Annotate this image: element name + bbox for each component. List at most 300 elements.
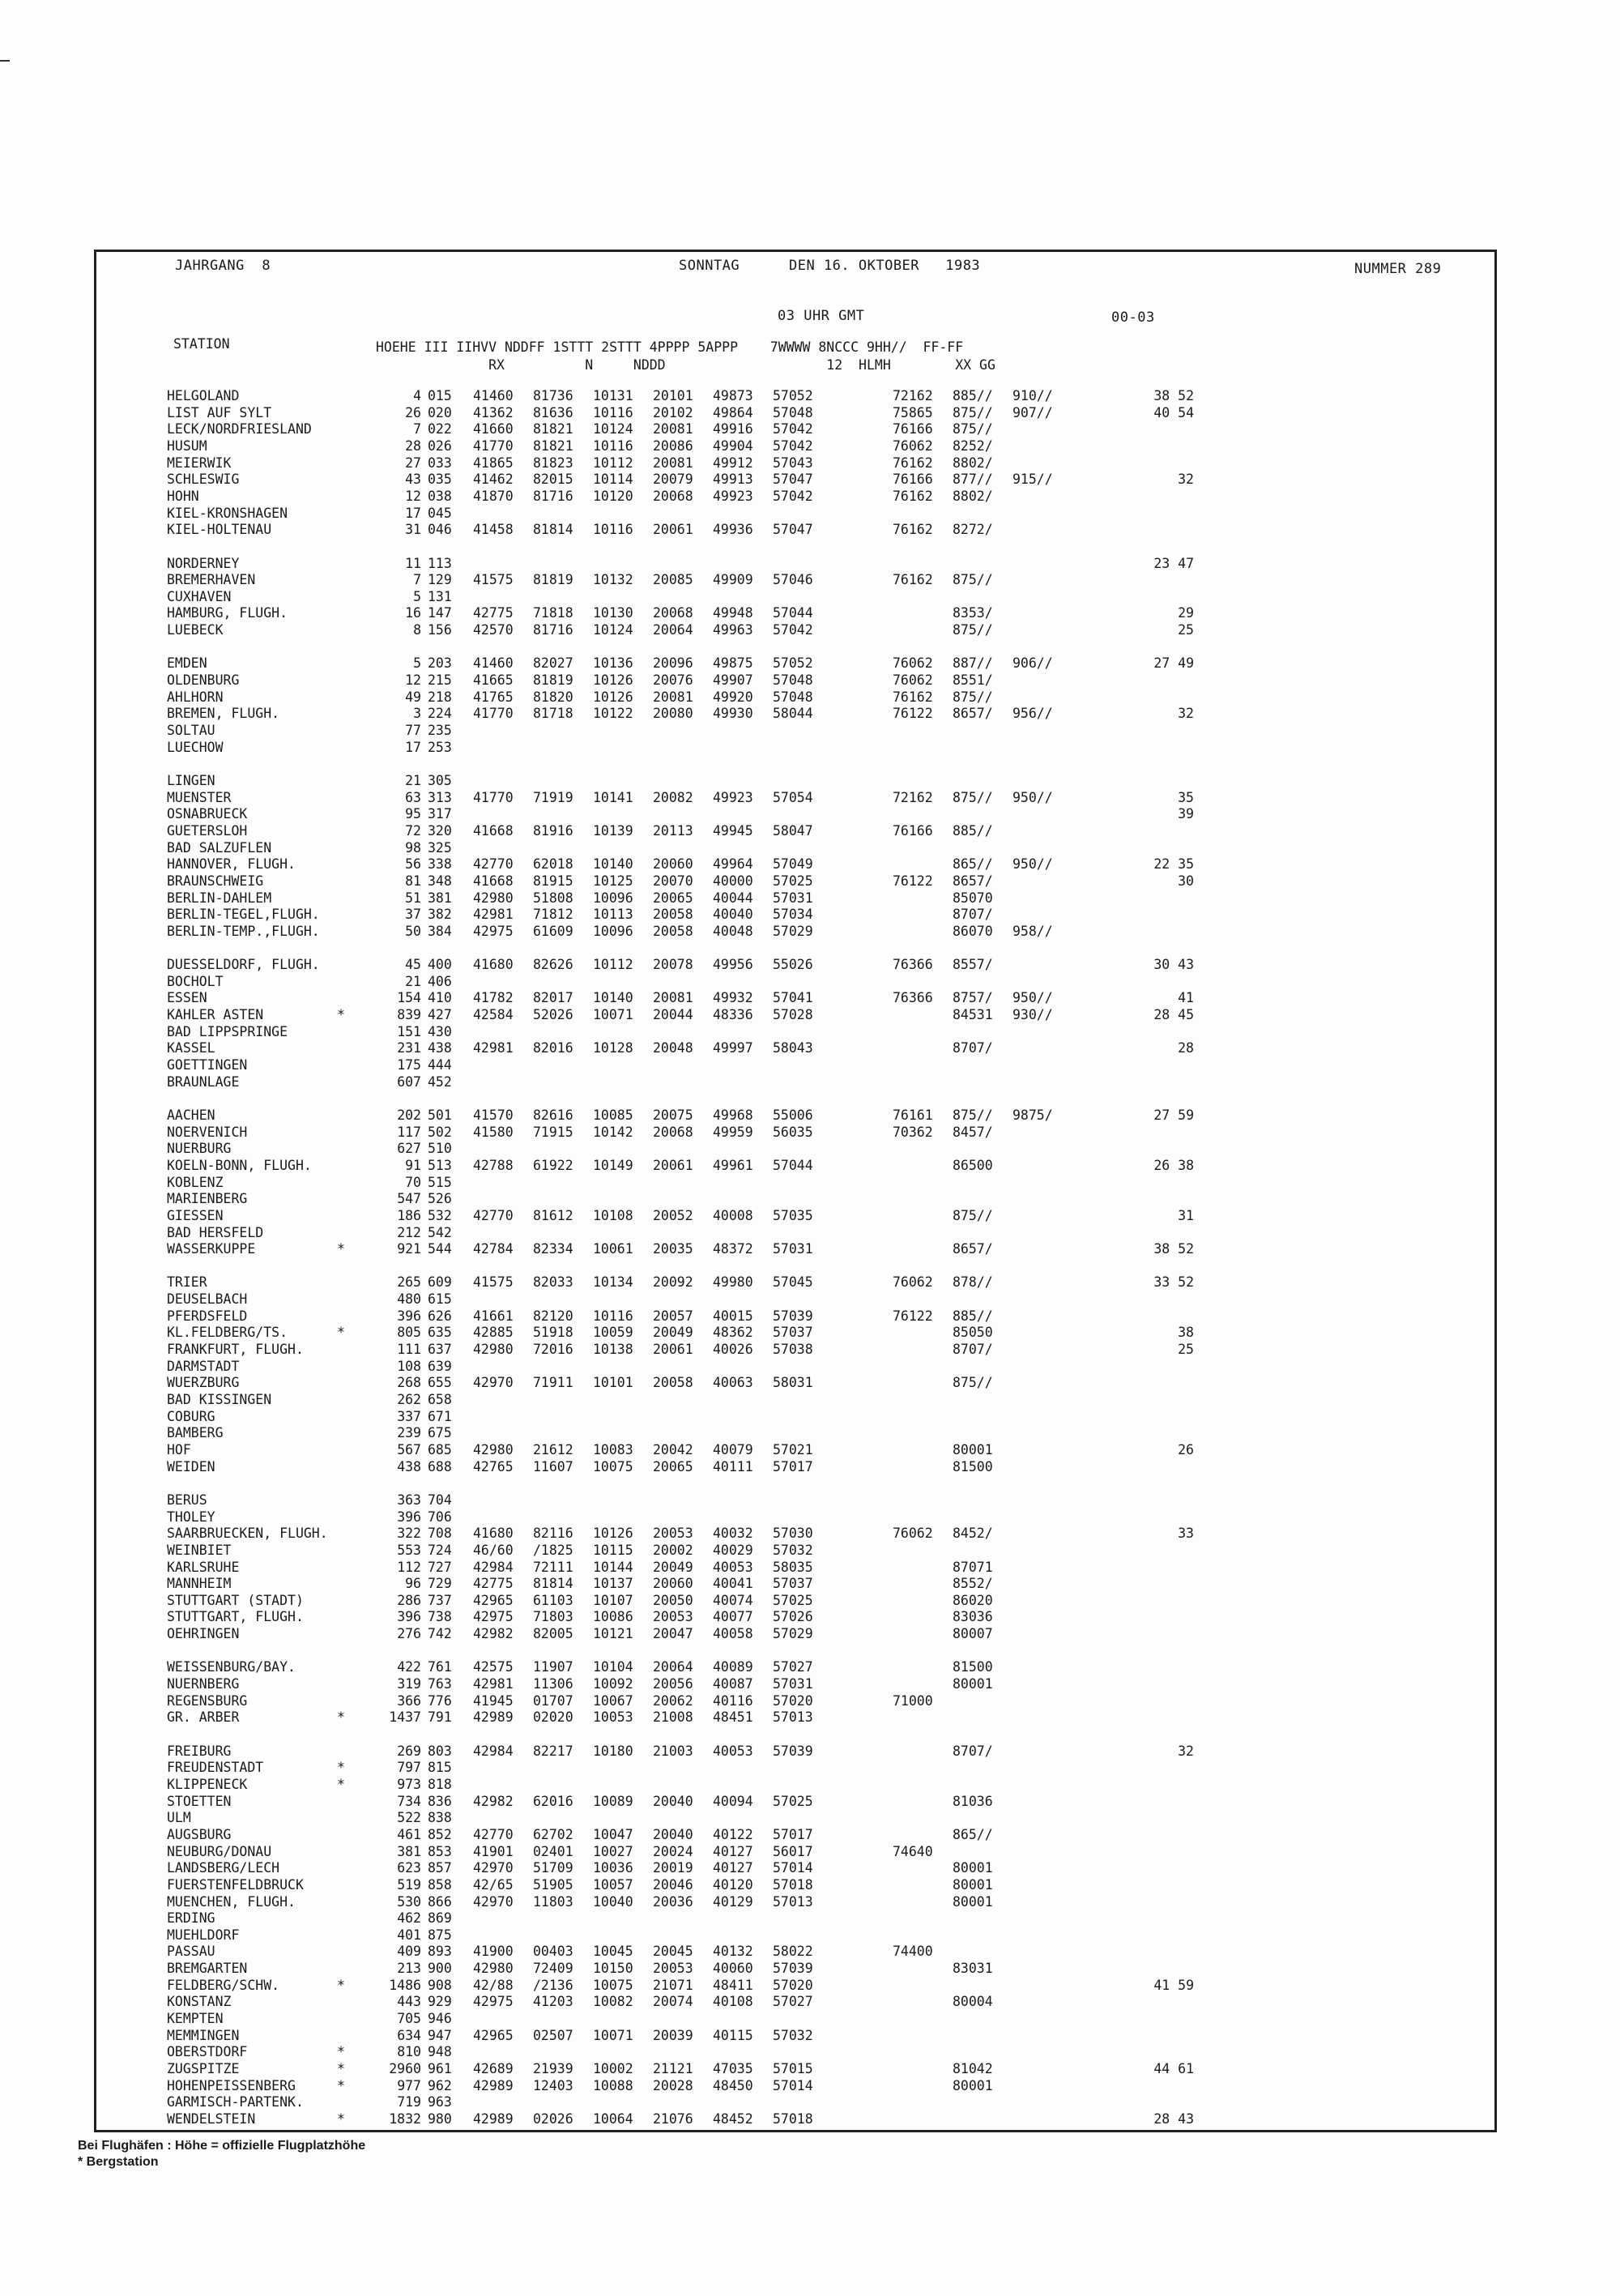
code-group: 57042 [773,622,813,638]
gust-value: 28 43 [1153,2110,1194,2127]
footnote-airports: Bei Flughäfen : Höhe = offizielle Flugplatzhöhe [78,2139,366,2153]
station-id: 738 [428,1609,452,1625]
code-group: 02026 [533,2110,573,2127]
code-group: 10047 [593,1826,633,1842]
station-name: PFERDSFELD [167,1308,248,1324]
station-name: MUENSTER [167,789,232,805]
table-row [0,489,1620,506]
station-name: GIESSEN [167,1207,224,1223]
station-height: 117 [397,1124,421,1140]
code-group: 9875/ [1013,1107,1053,1123]
station-name: BAD SALZUFLEN [167,839,272,856]
code-group: 20080 [653,706,693,722]
code-group: 49916 [713,421,753,437]
code-group: 82015 [533,472,573,488]
table-row [0,1425,1620,1442]
station-name: NORDERNEY [167,555,240,571]
code-group: 76062 [893,1274,933,1291]
station-id: 763 [428,1676,452,1692]
code-group: 80007 [953,1626,993,1642]
code-group: 20045 [653,1944,693,1960]
station-id: 836 [428,1793,452,1809]
code-group: 950// [1013,990,1053,1006]
code-group: 49980 [713,1274,753,1291]
code-group: 57025 [773,1793,813,1809]
code-group: 49932 [713,990,753,1006]
gust-value: 32 [1178,472,1194,488]
code-group: 20065 [653,890,693,906]
code-group: 57039 [773,1743,813,1759]
code-group: 42970 [473,1375,514,1391]
code-group: 49948 [713,605,753,621]
code-group: 41770 [473,789,514,805]
code-group: 10116 [593,1308,633,1324]
code-group: 10101 [593,1375,633,1391]
station-name: HOHENPEISSENBERG [167,2077,296,2093]
table-row [0,1158,1620,1175]
code-group: 80001 [953,1893,993,1910]
table-row [0,2094,1620,2111]
code-group: 40053 [713,1743,753,1759]
station-height: 51 [405,890,421,906]
gust-value: 28 45 [1153,1007,1194,1023]
code-group: 8457/ [953,1124,993,1140]
code-group: 76162 [893,455,933,471]
code-group: 10075 [593,1458,633,1474]
station-id: 020 [428,404,452,420]
station-id: 317 [428,806,452,822]
station-id: 961 [428,2061,452,2076]
code-group: 57042 [773,488,813,504]
code-group: 41901 [473,1843,514,1859]
station-height: 108 [397,1358,421,1374]
table-row [0,1040,1620,1057]
station-name: HELGOLAND [167,388,240,403]
station-name: NUERBURG [167,1141,232,1157]
station-height: 262 [397,1392,421,1407]
code-group: 72162 [893,789,933,805]
code-group: 8657/ [953,1241,993,1257]
table-row [0,622,1620,639]
station-id: 875 [428,1927,452,1943]
station-name: BERLIN-TEMP.,FLUGH. [167,923,320,939]
code-group: 02507 [533,2027,573,2043]
station-id: 438 [428,1040,452,1056]
station-height: 719 [397,2094,421,2110]
code-group: 82120 [533,1308,573,1324]
station-height: 322 [397,1526,421,1542]
code-group: 40094 [713,1793,753,1809]
station-name: ERDING [167,1910,215,1927]
station-id: 348 [428,873,452,889]
code-group: 71000 [893,1692,933,1709]
issue-number: NUMMER 289 [1354,261,1442,277]
station-id: 727 [428,1559,452,1575]
code-group: 40120 [713,1876,753,1893]
station-name: MUENCHEN, FLUGH. [167,1893,296,1910]
code-group: 10086 [593,1609,633,1625]
code-group: 10082 [593,1994,633,2010]
code-group: 10139 [593,822,633,839]
station-name: HAMBURG, FLUGH. [167,605,288,621]
code-group: 40015 [713,1308,753,1324]
code-group: 82016 [533,1040,573,1056]
code-group: 81736 [533,388,573,403]
code-group: 11306 [533,1676,573,1692]
station-id: 410 [428,990,452,1006]
code-group: 57048 [773,404,813,420]
station-id: 980 [428,2110,452,2127]
code-group: 42982 [473,1626,514,1642]
table-row [0,840,1620,857]
station-id: 501 [428,1107,452,1123]
code-group: 10040 [593,1893,633,1910]
station-name: CUXHAVEN [167,588,232,604]
gust-value: 41 [1178,990,1194,1006]
table-row [0,1208,1620,1225]
station-id: 147 [428,605,452,621]
station-height: 705 [397,2011,421,2027]
code-group: 875// [953,689,993,705]
code-group: 56017 [773,1843,813,1859]
station-id: 963 [428,2094,452,2110]
code-group: 12403 [533,2077,573,2093]
code-group: 875// [953,1107,993,1123]
code-group: 10083 [593,1441,633,1457]
code-group: 40079 [713,1441,753,1457]
code-group: 40127 [713,1843,753,1859]
table-row [0,1375,1620,1392]
code-group: 57029 [773,1626,813,1642]
station-id: 615 [428,1291,452,1308]
day: SONNTAG [679,258,740,274]
mountain-marker: * [337,2061,345,2076]
station-name: BAD HERSFELD [167,1224,264,1240]
station-height: 17 [405,505,421,521]
code-group: 57047 [773,522,813,538]
station-id: 908 [428,1977,452,1993]
station-name: OEHRINGEN [167,1626,240,1642]
table-row [0,1007,1620,1024]
code-group: 20082 [653,789,693,805]
table-row [0,1543,1620,1560]
station-id: 853 [428,1843,452,1859]
code-group: 20024 [653,1843,693,1859]
station-height: 1437 [389,1709,421,1726]
code-group: 47035 [713,2061,753,2076]
station-height: 213 [397,1961,421,1977]
code-group: 42980 [473,890,514,906]
station-name: NOERVENICH [167,1124,248,1140]
station-height: 231 [397,1040,421,1056]
code-group: 10180 [593,1743,633,1759]
code-group: 41660 [473,421,514,437]
table-row [0,1225,1620,1242]
code-group: 8657/ [953,873,993,889]
station-height: 1486 [389,1977,421,1993]
table-row [0,455,1620,472]
code-group: 10134 [593,1274,633,1291]
station-id: 513 [428,1157,452,1173]
code-group: 83031 [953,1961,993,1977]
footnote-mountain: * Bergstation [78,2155,159,2169]
code-group: 57041 [773,990,813,1006]
station-height: 973 [397,1776,421,1792]
code-group: 49909 [713,572,753,588]
station-name: GUETERSLOH [167,822,248,839]
station-id: 818 [428,1776,452,1792]
code-group: 10089 [593,1793,633,1809]
code-group: 10137 [593,1576,633,1592]
table-row [0,1961,1620,1978]
station-height: 276 [397,1626,421,1642]
code-group: 81716 [533,622,573,638]
code-group: 41458 [473,522,514,538]
code-group: 76366 [893,957,933,973]
table-row [0,1291,1620,1308]
code-group: 72016 [533,1342,573,1358]
code-group: 10126 [593,672,633,689]
station-id: 035 [428,472,452,488]
table-row [0,1626,1620,1643]
table-row [0,1693,1620,1710]
table-row [0,1910,1620,1927]
code-group: 82033 [533,1274,573,1291]
station-id: 737 [428,1592,452,1608]
code-group: 49963 [713,622,753,638]
code-group: 10067 [593,1692,633,1709]
table-row [0,1492,1620,1509]
code-group: 41668 [473,873,514,889]
code-group: 80001 [953,1441,993,1457]
station-id: 026 [428,437,452,454]
code-group: 41680 [473,1526,514,1542]
code-group: 10108 [593,1207,633,1223]
code-group: 10136 [593,655,633,672]
code-group: 81500 [953,1659,993,1675]
station-height: 5 [413,588,421,604]
code-group: 20057 [653,1308,693,1324]
gust-value: 23 47 [1153,555,1194,571]
station-name: BERUS [167,1492,207,1508]
code-group: 76162 [893,522,933,538]
code-group: 20019 [653,1860,693,1876]
station-height: 17 [405,739,421,755]
code-group: 82334 [533,1241,573,1257]
station-name: KONSTANZ [167,1994,232,2010]
table-row [0,1860,1620,1877]
code-group: 57043 [773,455,813,471]
station-name: MANNHEIM [167,1576,232,1592]
code-group: 57038 [773,1342,813,1358]
code-group: 70362 [893,1124,933,1140]
code-group: 10059 [593,1325,633,1341]
table-row [0,1509,1620,1526]
station-name: OBERSTDORF [167,2044,248,2060]
station-name: AHLHORN [167,689,224,705]
station-id: 655 [428,1375,452,1391]
code-group: 57044 [773,1157,813,1173]
code-group: 20062 [653,1692,693,1709]
table-row [0,1392,1620,1409]
code-group: 57014 [773,1860,813,1876]
code-group: 20042 [653,1441,693,1457]
station-id: 224 [428,706,452,722]
code-group: 20076 [653,672,693,689]
station-id: 635 [428,1325,452,1341]
code-group: 57018 [773,2110,813,2127]
code-group: 40127 [713,1860,753,1876]
code-group: 8272/ [953,522,993,538]
code-group: 10124 [593,622,633,638]
code-group: 76166 [893,472,933,488]
code-group: 40026 [713,1342,753,1358]
code-group: 20049 [653,1325,693,1341]
code-group: 76062 [893,672,933,689]
code-group: 42981 [473,907,514,923]
station-height: 202 [397,1107,421,1123]
station-name: BERLIN-DAHLEM [167,890,272,906]
code-group: 10141 [593,789,633,805]
station-name: BREMGARTEN [167,1961,248,1977]
station-height: 805 [397,1325,421,1341]
code-group: 48362 [713,1325,753,1341]
table-row [0,1107,1620,1125]
station-id: 857 [428,1860,452,1876]
table-row [0,1659,1620,1676]
station-id: 704 [428,1492,452,1508]
station-name: HOHN [167,488,199,504]
code-group: 20060 [653,856,693,873]
code-group: 71915 [533,1124,573,1140]
code-group: 42981 [473,1676,514,1692]
code-group: 41665 [473,672,514,689]
code-group: 57018 [773,1876,813,1893]
code-group: 41945 [473,1692,514,1709]
station-name: KIEL-HOLTENAU [167,522,272,538]
code-group: 62018 [533,856,573,873]
code-group: 20064 [653,622,693,638]
code-group: 40032 [713,1526,753,1542]
station-name: NUERNBERG [167,1676,240,1692]
code-group: 40000 [713,873,753,889]
station-id: 724 [428,1542,452,1558]
station-name: KL.FELDBERG/TS. [167,1325,288,1341]
code-group: 42770 [473,1207,514,1223]
code-group: 20048 [653,1040,693,1056]
code-group: 57048 [773,689,813,705]
table-row [0,1743,1620,1760]
station-id: 510 [428,1141,452,1157]
code-group: 80001 [953,1676,993,1692]
code-group: 20002 [653,1542,693,1558]
code-group: 82017 [533,990,573,1006]
code-group: 875// [953,421,993,437]
station-id: 962 [428,2077,452,2093]
station-name: OLDENBURG [167,672,240,689]
station-name: BREMERHAVEN [167,572,256,588]
code-group: 40074 [713,1592,753,1608]
code-group: 8657/ [953,706,993,722]
station-height: 12 [405,488,421,504]
code-group: 84531 [953,1007,993,1023]
station-name: KAHLER ASTEN [167,1007,264,1023]
jahrgang: JAHRGANG 8 [175,258,271,274]
code-group: 20092 [653,1274,693,1291]
table-row [0,1141,1620,1158]
code-group: 20070 [653,873,693,889]
code-group: 8707/ [953,1040,993,1056]
gust-value: 35 [1178,789,1194,805]
station-id: 671 [428,1408,452,1424]
code-group: 57039 [773,1308,813,1324]
table-row [0,1125,1620,1142]
mountain-marker: * [337,1776,345,1792]
station-height: 269 [397,1743,421,1759]
code-group: 42975 [473,1994,514,2010]
code-group: 49923 [713,789,753,805]
code-group: 20053 [653,1609,693,1625]
station-height: 50 [405,923,421,939]
station-name: WENDELSTEIN [167,2110,256,2127]
table-row [0,873,1620,890]
code-group: 10114 [593,472,633,488]
station-id: 253 [428,739,452,755]
station-id: 444 [428,1057,452,1073]
table-row [0,1342,1620,1359]
code-group: 20028 [653,2077,693,2093]
station-name: EMDEN [167,655,207,672]
code-group: 81916 [533,822,573,839]
gust-value: 32 [1178,706,1194,722]
time-range: 00-03 [1111,309,1155,326]
station-height: 7 [413,421,421,437]
table-row [0,1844,1620,1861]
table-row [0,1877,1620,1894]
code-group: 10128 [593,1040,633,1056]
code-group: 21612 [533,1441,573,1457]
station-height: 1832 [389,2110,421,2127]
station-id: 526 [428,1191,452,1207]
code-group: 885// [953,822,993,839]
station-id: 235 [428,723,452,738]
code-group: 49907 [713,672,753,689]
station-height: 337 [397,1408,421,1424]
station-height: 186 [397,1207,421,1223]
code-group: 40132 [713,1944,753,1960]
code-group: 02020 [533,1709,573,1726]
code-group: 01707 [533,1692,573,1709]
code-group: 81636 [533,404,573,420]
station-height: 530 [397,1893,421,1910]
code-group: 49912 [713,455,753,471]
station-id: 305 [428,772,452,788]
code-group: 76162 [893,488,933,504]
code-group: 57042 [773,437,813,454]
code-group: 42975 [473,923,514,939]
code-group: 57034 [773,907,813,923]
code-group: 8757/ [953,990,993,1006]
station-height: 363 [397,1492,421,1508]
code-group: 885// [953,388,993,403]
station-name: WEIDEN [167,1458,215,1474]
table-row [0,1409,1620,1426]
code-group: 52026 [533,1007,573,1023]
station-height: 438 [397,1458,421,1474]
code-group: 57026 [773,1609,813,1625]
code-group: 72162 [893,388,933,403]
code-group: 956// [1013,706,1053,722]
